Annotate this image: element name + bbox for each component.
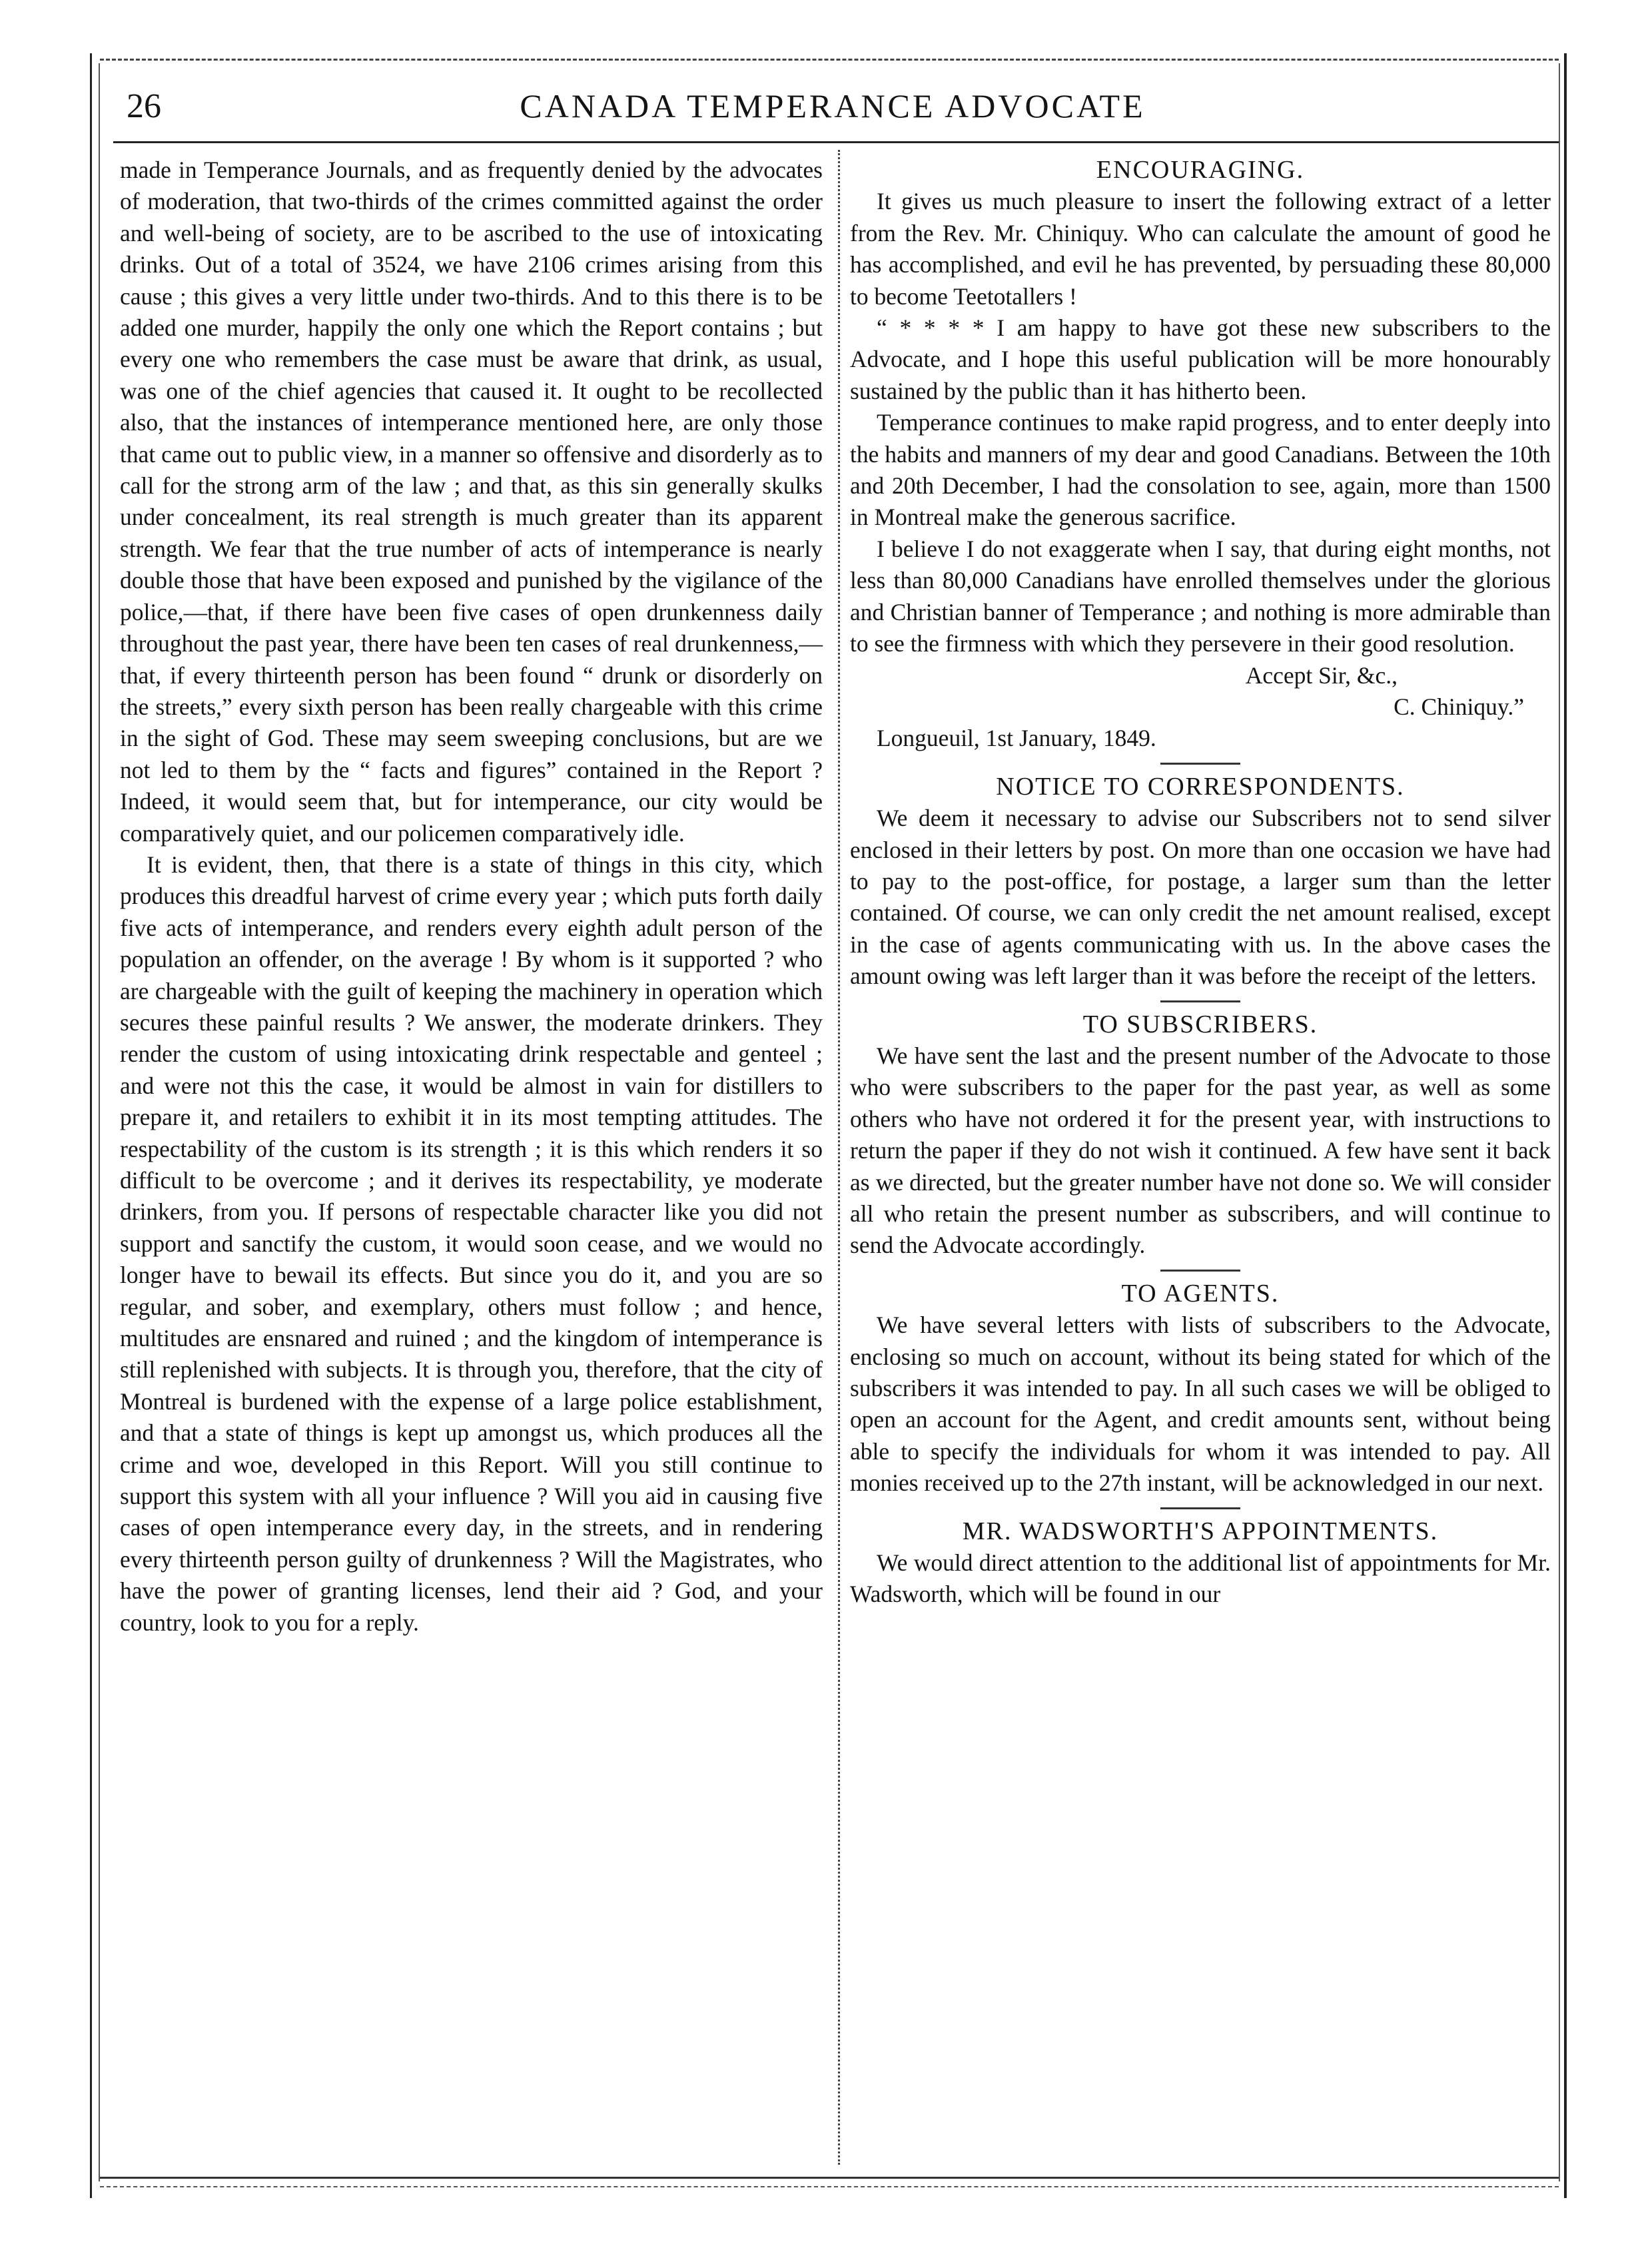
section-rule	[1160, 763, 1240, 765]
encouraging-intro: It gives us much pleasure to insert the following extract of a letter from the Rev. Mr. Chiniquy. Who can calculate the amount of good he has accomplished, and evil he has prevented, by persuading these 80,000 to become Teetotallers !	[850, 188, 1551, 310]
letter-paragraph-3: I believe I do not exaggerate when I say, that during eight months, not less than 80,000 Canadians have enrolled themselves under the glorious and Christian banner of Temperance ; and nothing is more admirable than to see the firmness with which they persevere in their good resolution.	[850, 535, 1551, 657]
notice-body: We deem it necessary to advise our Subscribers not to send silver enclosed in their letters by post. On more than one occasion we have had to pay to the post-office, for postage, a larger sum than the letter contained. Of course, we can only credit the net amount realised, except in the case of agents communicating with us. In the above cases the amount owing was left larger than it was before the receipt of the letters.	[850, 805, 1551, 990]
agents-heading: TO AGENTS.	[1121, 1279, 1280, 1308]
wadsworth-body: We would direct attention to the additional list of appointments for Mr. Wadsworth, which will be found in our	[850, 1549, 1551, 1608]
letter-paragraph-1: “ * * * * I am happy to have got these new subscribers to the Advocate, and I hope this useful publication will be more honourably sustained by the public than it has hitherto been.	[850, 314, 1551, 404]
bottom-border-rule-dashed	[100, 2186, 1559, 2187]
section-rule	[1160, 1270, 1240, 1272]
letter-dateline: Longueuil, 1st January, 1849.	[877, 725, 1156, 752]
wadsworth-heading: MR. WADSWORTH'S APPOINTMENTS.	[962, 1517, 1439, 1545]
masthead-title: CANADA TEMPERANCE ADVOCATE	[520, 87, 1146, 125]
letter-closing: Accept Sir, &c.,	[1245, 661, 1398, 689]
agents-body: We have several letters with lists of subscribers to the Advocate, enclosing so much on account, without its being stated for which of the subscribers it was intended to pay. In all such cases we will be obliged to open an account for the Agent, and credit amounts sent, without being able to specify the individuals for whom it was intended to pay. All monies received up to the 27th instant, will be acknowledged in our next.	[850, 1312, 1551, 1497]
right-column	[850, 155, 1551, 1611]
left-paragraph-1: made in Temperance Journals, and as frequently denied by the advocates of moderation, that two-thirds of the crimes committed against the order and well-being of society, are to be ascribed to the use of intoxicating drinks. Out of a total of 3524, we have 2106 crimes arising from this cause ; this gives a very little under two-thirds. And to this there is to be added one murder, happily the only one which the Report contains ; but every one who remembers the case must be aware that drink, as usual, was one of the chief agencies that caused it. It ought to be recollected also, that the instances of intemperance mentioned here, are only those that came out to public view, in a manner so offensive and disorderly as to call for the strong arm of the law ; and that, as this sin generally skulks under concealment, its real strength is much greater than its apparent strength. We fear that the true number of acts of intemperance is nearly double those that have been exposed and punished by the vigilance of the police,—that, if there have been five cases of open drunkenness daily throughout the past year, there have been ten cases of real drunkenness,—that, if every thirteenth person has been found “ drunk or disorderly on the streets,” every sixth person has been really chargeable with this crime in the sight of God. These may seem sweeping conclusions, but are we not led to them by the “ facts and figures” contained in the Report ? Indeed, it would seem that, but for intemperance, our city would be comparatively quiet, and our policemen comparatively idle.	[120, 157, 823, 847]
letter-signature: C. Chiniquy.”	[1394, 693, 1524, 720]
subscribers-body: We have sent the last and the present number of the Advocate to those who were subscribers to the paper for the past year, as well as some others who have not ordered it for the present year, with instructions to return the paper if they do not wish it continued. A few have sent it back as we directed, but the greater number have not done so. We will consider all who retain the present number as subscribers, and will continue to send the Advocate accordingly.	[850, 1042, 1551, 1259]
letter-paragraph-2: Temperance continues to make rapid progress, and to enter deeply into the habits and manners of my dear and good Canadians. Between the 10th and 20th December, I had the consolation to see, again, more than 1500 in Montreal make the generous sacrifice.	[850, 409, 1551, 531]
notice-heading: NOTICE TO CORRESPONDENTS.	[996, 772, 1405, 801]
page-number: 26	[127, 87, 161, 125]
header-rule	[113, 141, 1559, 143]
subscribers-heading: TO SUBSCRIBERS.	[1082, 1010, 1318, 1038]
page-header	[113, 83, 1552, 137]
left-column	[120, 155, 823, 1639]
column-divider	[838, 150, 840, 2165]
bottom-border-rule	[100, 2177, 1559, 2179]
section-rule	[1160, 1507, 1240, 1509]
encouraging-heading: ENCOURAGING.	[1096, 156, 1305, 184]
section-rule	[1160, 1000, 1240, 1002]
left-paragraph-2: It is evident, then, that there is a state of things in this city, which produces this dreadful harvest of crime every year ; which puts forth daily five acts of intemperance, and renders every eighth adult person of the population an offender, on the average ! By whom is it supported ? who are chargeable with the guilt of keeping the machinery in operation which secures these painful results ? We answer, the moderate drinkers. They render the custom of using intoxicating drink respectable and genteel ; and were not this the case, it would be almost in vain for distillers to prepare it, and retailers to exhibit it in its most tempting attitudes. The respectability of the custom is its strength ; it is this which renders it so difficult to be overcome ; and it derives its respectability, ye moderate drinkers, from you. If persons of respectable character like you did not support and sanctify the custom, it would soon cease, and we would no longer have to bewail its effects. But since you do it, and you are so regular, and sober, and exemplary, others must follow ; and hence, multitudes are ensnared and ruined ; and the kingdom of intemperance is still replenished with subjects. It is through you, therefore, that the city of Montreal is burdened with the expense of a large police establishment, and that a state of things is kept up amongst us, which produces all the crime and woe, developed in this Report. Will you still continue to support this system with all your influence ? Will you aid in causing five cases of open intemperance every day, in the streets, and in rendering every thirteenth person guilty of drunkenness ? Will the Magistrates, who have the power of granting licenses, lend their aid ? God, and your country, look to you for a reply.	[120, 851, 823, 1636]
